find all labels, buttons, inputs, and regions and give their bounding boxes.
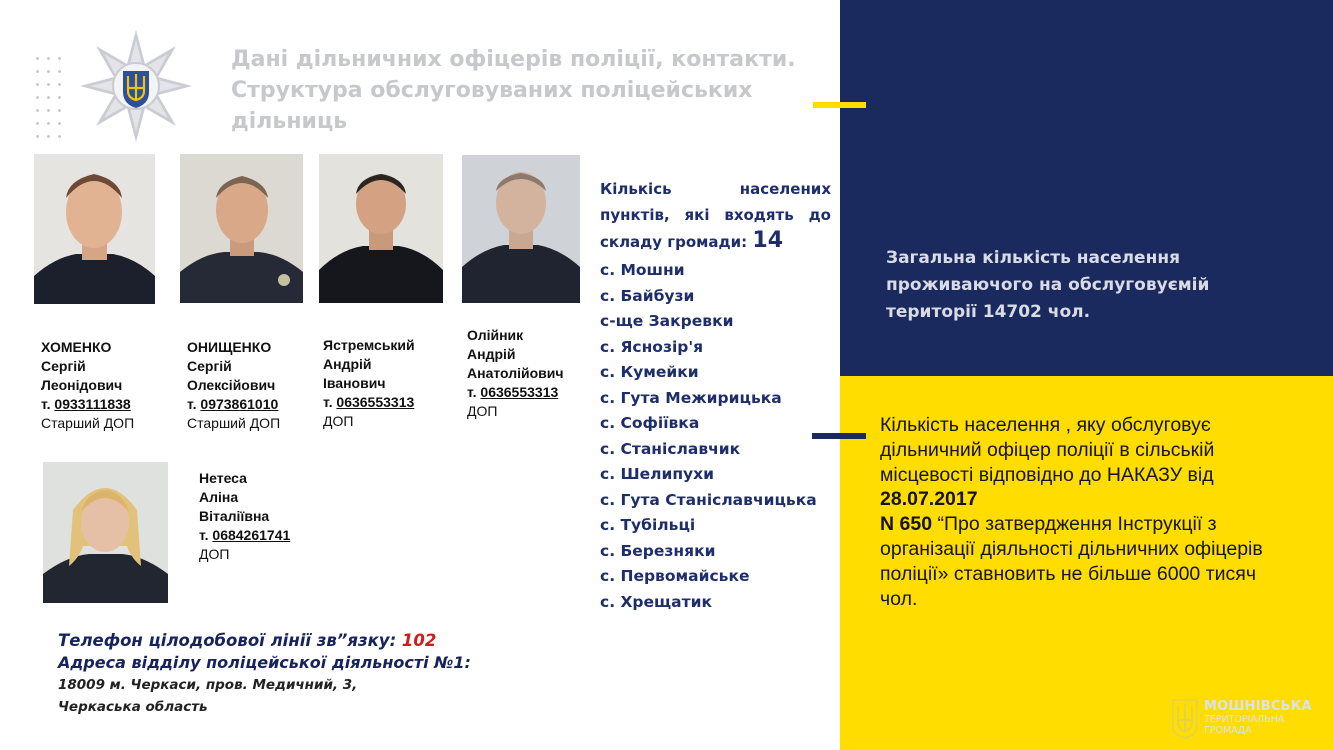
officer-phone-link[interactable]: 0933111838 bbox=[54, 396, 131, 412]
address-text: 18009 м. Черкаси, пров. Медичний, 3, bbox=[58, 677, 358, 693]
logo-line2: ТЕРИТОРІАЛЬНА ГРОМАДА bbox=[1204, 714, 1285, 736]
officer-rank: ДОП bbox=[467, 403, 498, 419]
list-item: с. Шелипухи bbox=[600, 465, 715, 483]
list-item: с. Байбузи bbox=[600, 286, 695, 305]
list-item: с. Хрещатик bbox=[600, 592, 712, 611]
logo-line1: МОШНІВСЬКА bbox=[1204, 699, 1312, 714]
officer-patronymic: Олексійович bbox=[187, 377, 276, 393]
officer-rank: ДОП bbox=[323, 413, 354, 429]
norm-date: 28.07.2017 bbox=[880, 488, 978, 511]
list-item: с. Мошни bbox=[600, 261, 685, 279]
trident-icon bbox=[1170, 696, 1200, 740]
officer-card-oliinyk bbox=[467, 326, 564, 421]
list-item: с. Станіславчик bbox=[600, 439, 741, 458]
list-item: с-ще Закревки bbox=[600, 312, 734, 330]
blue-accent-bar bbox=[812, 433, 866, 439]
officer-photo-khomenko bbox=[34, 154, 155, 304]
officer-card-onyshchenko bbox=[187, 338, 280, 433]
officer-surname: ХОМЕНКО bbox=[41, 339, 112, 355]
settlements-list bbox=[600, 258, 831, 615]
officer-name: Андрій bbox=[467, 346, 516, 362]
hotline-line bbox=[58, 630, 618, 652]
officer-surname: Олійник bbox=[467, 327, 524, 343]
officer-patronymic: Анатолійович bbox=[467, 365, 564, 381]
settlements-intro bbox=[600, 176, 831, 255]
officer-name: Андрій bbox=[323, 356, 372, 372]
list-item: с. Тубільці bbox=[600, 516, 696, 534]
address-label: Адреса відділу поліцейської діяльності №1: bbox=[58, 653, 471, 672]
list-item: с. Яснозір'я bbox=[600, 337, 704, 356]
norm-part2: “Про затвердження Інструкції з організації діяльності дільничних офіцерів поліції» ставновить не більше 6000 тисяч чол. bbox=[880, 513, 1263, 610]
settlements-block bbox=[600, 176, 831, 615]
phone-prefix: т. bbox=[199, 527, 209, 543]
list-item: с. Березняки bbox=[600, 541, 716, 560]
yellow-accent-bar bbox=[813, 102, 866, 108]
contact-block bbox=[58, 630, 618, 718]
officer-name: Сергій bbox=[41, 358, 86, 374]
list-item: с. Гута Станіславчицька bbox=[600, 490, 817, 509]
officer-card-khomenko bbox=[41, 338, 134, 433]
hotline-number[interactable]: 102 bbox=[401, 631, 437, 650]
officer-surname: Ястремський bbox=[323, 337, 415, 353]
officer-patronymic: Іванович bbox=[323, 375, 386, 391]
community-logo bbox=[1170, 696, 1320, 740]
phone-prefix: т. bbox=[467, 384, 477, 400]
page-title: Дані дільничних офіцерів поліції, контакти. Структура обслуговуваних поліцейських дільниць bbox=[231, 47, 796, 134]
officer-photo-oliinyk bbox=[462, 155, 580, 303]
officer-phone-link[interactable]: 0973861010 bbox=[200, 396, 279, 412]
phone-prefix: т. bbox=[41, 396, 51, 412]
officer-photo-yastremskyi bbox=[319, 154, 443, 303]
norm-part1: Кількість населення , яку обслуговує дільничний офіцер поліції в сільській місцевості відповідно до НАКАЗУ від bbox=[880, 414, 1215, 486]
total-population-text: Загальна кількість населення проживаючого на обслуговуємій території 14702 чол. bbox=[886, 248, 1210, 322]
region-text: Черкаська область bbox=[58, 699, 208, 715]
list-item: с. Софіївка bbox=[600, 414, 700, 432]
list-item: с. Первомайське bbox=[600, 567, 750, 585]
phone-prefix: т. bbox=[187, 396, 197, 412]
officer-name: Сергій bbox=[187, 358, 232, 374]
dot-grid-decoration bbox=[32, 52, 66, 148]
officer-patronymic: Віталіївна bbox=[199, 508, 270, 524]
officer-phone-link[interactable]: 0684261741 bbox=[212, 527, 291, 543]
officer-patronymic: Леонідович bbox=[41, 377, 123, 393]
officer-name: Аліна bbox=[199, 489, 239, 505]
officer-phone-link[interactable]: 0636553313 bbox=[336, 394, 415, 410]
officer-rank: Старший ДОП bbox=[187, 415, 281, 431]
officer-phone-link[interactable]: 0636553313 bbox=[480, 384, 559, 400]
officer-card-netesa bbox=[199, 469, 290, 564]
hotline-label: Телефон цілодобової лінії зв”язку: bbox=[58, 631, 397, 650]
population-norm-text bbox=[880, 413, 1270, 611]
officer-rank: ДОП bbox=[199, 546, 230, 562]
norm-order-number: N 650 bbox=[880, 513, 933, 536]
officer-surname: ОНИЩЕНКО bbox=[187, 339, 272, 355]
police-star-emblem-icon bbox=[78, 28, 194, 144]
officer-card-yastremskyi bbox=[323, 336, 415, 431]
settlements-intro-text: Кількісь населених пунктів, які входять до складу громади: bbox=[600, 180, 831, 251]
list-item: с. Кумейки bbox=[600, 363, 699, 381]
list-item: с. Гута Межирицька bbox=[600, 388, 782, 407]
officer-photo-netesa bbox=[43, 462, 168, 603]
settlements-count: 14 bbox=[752, 228, 784, 253]
officer-photo-onyshchenko bbox=[180, 154, 303, 303]
officer-rank: Старший ДОП bbox=[41, 415, 135, 431]
officer-surname: Нетеса bbox=[199, 470, 247, 486]
phone-prefix: т. bbox=[323, 394, 333, 410]
